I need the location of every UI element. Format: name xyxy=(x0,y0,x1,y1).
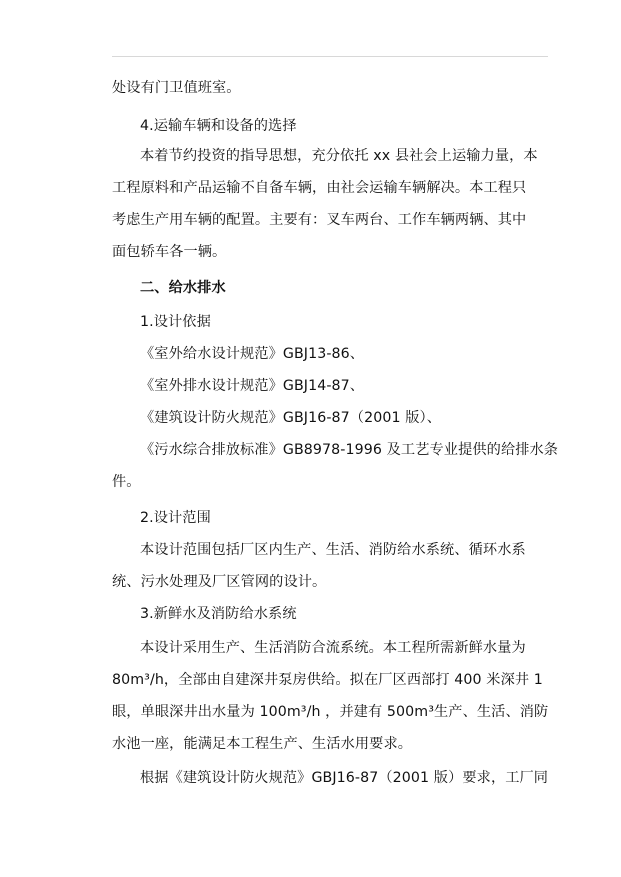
paragraph-line: 件。 xyxy=(112,474,141,490)
paragraph-line: 本设计范围包括厂区内生产、生活、消防给水系统、循环水系 xyxy=(140,542,526,558)
chapter-heading: 二、给水排水 xyxy=(140,280,226,296)
reference-line: 《室外给水设计规范》GBJ13-86、 xyxy=(140,346,365,362)
reference-line: 《室外排水设计规范》GBJ14-87、 xyxy=(140,378,365,394)
paragraph-line: 处设有门卫值班室。 xyxy=(112,80,241,96)
paragraph-line: 根据《建筑设计防火规范》GBJ16-87（2001 版）要求，工厂同 xyxy=(140,770,549,786)
reference-line: 《建筑设计防火规范》GBJ16-87（2001 版）、 xyxy=(140,410,441,426)
paragraph-line: 80m³/h，全部由自建深井泵房供给。拟在厂区西部打 400 米深井 1 xyxy=(112,672,543,688)
paragraph-line: 本着节约投资的指导思想，充分依托 xx 县社会上运输力量，本 xyxy=(140,148,538,164)
paragraph-line: 考虑生产用车辆的配置。主要有：叉车两台、工作车辆两辆、其中 xyxy=(112,212,527,228)
section-heading: 1.设计依据 xyxy=(140,314,211,330)
paragraph-line: 统、污水处理及厂区管网的设计。 xyxy=(112,574,327,590)
paragraph-line: 本设计采用生产、生活消防合流系统。本工程所需新鲜水量为 xyxy=(140,640,526,656)
paragraph-line: 面包轿车各一辆。 xyxy=(112,244,227,260)
paragraph-line: 眼，单眼深井出水量为 100m³/h ，并建有 500m³生产、生活、消防 xyxy=(112,704,549,720)
section-heading: 4.运输车辆和设备的选择 xyxy=(140,118,297,134)
section-heading: 3.新鲜水及消防给水系统 xyxy=(140,606,297,622)
paragraph-line: 水池一座，能满足本工程生产、生活水用要求。 xyxy=(112,736,413,752)
reference-line: 《污水综合排放标准》GB8978-1996 及工艺专业提供的给排水条 xyxy=(140,442,559,458)
paragraph-line: 工程原料和产品运输不自备车辆，由社会运输车辆解决。本工程只 xyxy=(112,180,527,196)
section-heading: 2.设计范围 xyxy=(140,510,211,526)
header-rule xyxy=(112,56,548,57)
